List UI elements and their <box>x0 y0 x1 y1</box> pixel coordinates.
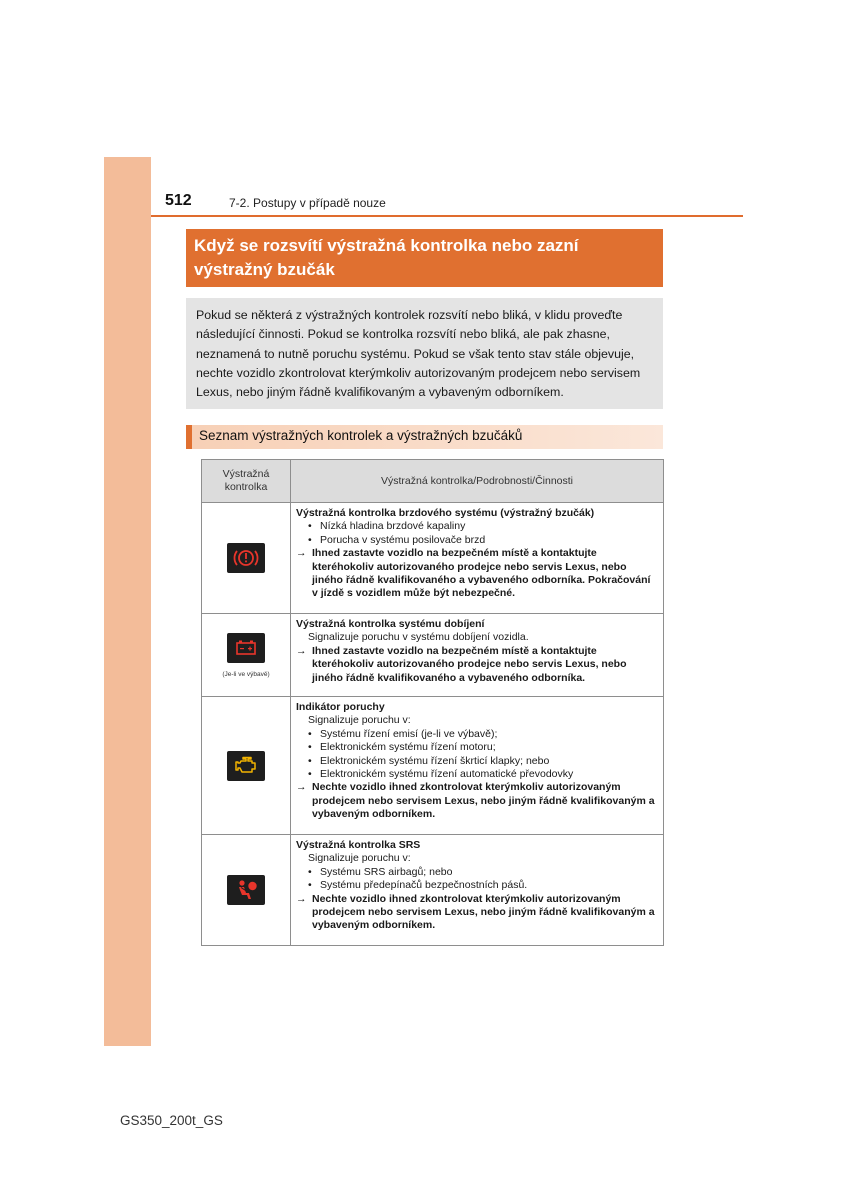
action-text: → Ihned zastavte vozidlo na bezpečném místě a kontaktujte kteréhokoliv autorizovaného prodejce nebo servis Lexus, nebo jiného řádně kvalifikovaného a vybaveného odborníka. Pokračování v jízdě s vozidlem může být nebezpečné. <box>296 547 651 600</box>
list-item-text: Systému předepínačů bezpečnostních pásů. <box>320 879 528 892</box>
icon-cell <box>202 835 291 946</box>
icon-cell <box>202 614 291 697</box>
check-engine-icon <box>227 751 265 781</box>
srs-airbag-icon <box>227 875 265 905</box>
row-title: Výstražná kontrolka brzdového systému (výstražný bzučák) <box>296 507 595 519</box>
action-text: → Nechte vozidlo ihned zkontrolovat kterýmkoliv autorizovaným prodejcem nebo servisem Lexus, nebo jiným řádně kvalifikovaným a vybaveným odborníkem. <box>296 892 655 932</box>
list-item: • Systému řízení emisí (je-li ve výbavě); <box>308 727 498 740</box>
list-item-text: Elektronickém systému řízení škrticí klapky; nebo <box>320 754 550 767</box>
row-title: Výstražná kontrolka SRS <box>296 839 421 851</box>
list-item: • Elektronickém systému řízení motoru; <box>308 741 496 754</box>
action-text: → Nechte vozidlo ihned zkontrolovat kterýmkoliv autorizovaným prodejcem nebo servisem Lexus, nebo jiným řádně kvalifikovaným a vybaveným odborníkem. <box>296 781 655 821</box>
action-text-body: Ihned zastavte vozidlo na bezpečném místě a kontaktujte kteréhokoliv autorizovaného prodejce nebo servis Lexus, nebo jiného řádně kvalifikovaného a vybaveného odborníka. <box>312 644 627 684</box>
intro-paragraph: Pokud se některá z výstražných kontrolek rozsvítí nebo bliká, v klidu proveďte následující činnosti. Pokud se kontrolka rozsvítí nebo bliká, ale pak zhasne, neznamená to nutně poruchu systému. Pokud se však tento stav stále objevuje, nechte vozidlo zkontrolovat kterýmkoliv autorizovaným prodejcem nebo servisem Lexus, nebo jiným řádně kvalifikovaným a vybaveným odborníkem. <box>186 298 663 409</box>
list-item-text: Systému řízení emisí (je-li ve výbavě); <box>320 727 498 740</box>
subheading: Seznam výstražných kontrolek a výstražných bzučáků <box>186 425 663 449</box>
page-title: Když se rozsvítí výstražná kontrolka nebo zazní výstražný bzučák <box>186 229 663 287</box>
table-header-row <box>202 460 664 503</box>
side-color-band <box>104 157 151 1046</box>
list-item-text: Elektronickém systému řízení automatické převodovky <box>320 768 574 781</box>
list-item-text: Nízká hladina brzdové kapaliny <box>320 520 466 533</box>
header-rule <box>151 215 743 217</box>
warning-lights-table <box>201 459 664 946</box>
icon-cell <box>202 697 291 835</box>
row-description: Signalizuje poruchu v: <box>308 714 411 727</box>
row-title: Indikátor poruchy <box>296 701 385 713</box>
detail-cell <box>291 835 664 946</box>
list-item: • Porucha v systému posilovače brzd <box>308 533 486 546</box>
detail-cell <box>291 503 664 614</box>
list-item: • Elektronickém systému řízení škrticí klapky; nebo <box>308 754 550 767</box>
table-row <box>202 503 664 614</box>
action-text-body: Ihned zastavte vozidlo na bezpečném místě a kontaktujte kteréhokoliv autorizovaného prodejce nebo servis Lexus, nebo jiného řádně kvalifikovaného a vybaveného odborníka. Pokračování v jízdě s vozidlem může být nebezpečné. <box>312 547 651 600</box>
list-item: • Nízká hladina brzdové kapaliny <box>308 520 466 533</box>
icon-cell <box>202 503 291 614</box>
row-title: Výstražná kontrolka systému dobíjení <box>296 618 485 630</box>
row-description: Signalizuje poruchu v systému dobíjení vozidla. <box>308 631 529 644</box>
footer-model-code: GS350_200t_GS <box>120 1113 223 1128</box>
list-item: • Systému předepínačů bezpečnostních pásů. <box>308 879 528 892</box>
table-header-cell: Výstražná kontrolka/Podrobnosti/Činnosti <box>291 460 664 503</box>
list-item-text: Porucha v systému posilovače brzd <box>320 533 486 546</box>
list-item: • Systému SRS airbagů; nebo <box>308 865 453 878</box>
table-header-cell: Výstražná kontrolka <box>202 460 291 503</box>
list-item: • Elektronickém systému řízení automatické převodovky <box>308 768 574 781</box>
table-row <box>202 697 664 835</box>
row-description: Signalizuje poruchu v: <box>308 852 411 865</box>
detail-cell <box>291 614 664 697</box>
battery-charging-icon <box>227 633 265 663</box>
detail-cell <box>291 697 664 835</box>
action-text: → Ihned zastavte vozidlo na bezpečném místě a kontaktujte kteréhokoliv autorizovaného prodejce nebo servis Lexus, nebo jiného řádně kvalifikovaného a vybaveného odborníka. <box>296 644 627 684</box>
action-text-body: Nechte vozidlo ihned zkontrolovat kterýmkoliv autorizovaným prodejcem nebo servisem Lexus, nebo jiným řádně kvalifikovaným a vybaveným odborníkem. <box>312 781 655 821</box>
icon-note: (Je-li ve výbavě) <box>222 670 270 678</box>
list-item-text: Systému SRS airbagů; nebo <box>320 865 453 878</box>
action-text-body: Nechte vozidlo ihned zkontrolovat kterýmkoliv autorizovaným prodejcem nebo servisem Lexus, nebo jiným řádně kvalifikovaným a vybaveným odborníkem. <box>312 892 655 932</box>
list-item-text: Elektronickém systému řízení motoru; <box>320 741 496 754</box>
table-row <box>202 614 664 697</box>
brake-warning-icon <box>227 543 265 573</box>
table-row <box>202 835 664 946</box>
page-number: 512 <box>165 192 192 209</box>
section-label: 7-2. Postupy v případě nouze <box>229 196 386 210</box>
